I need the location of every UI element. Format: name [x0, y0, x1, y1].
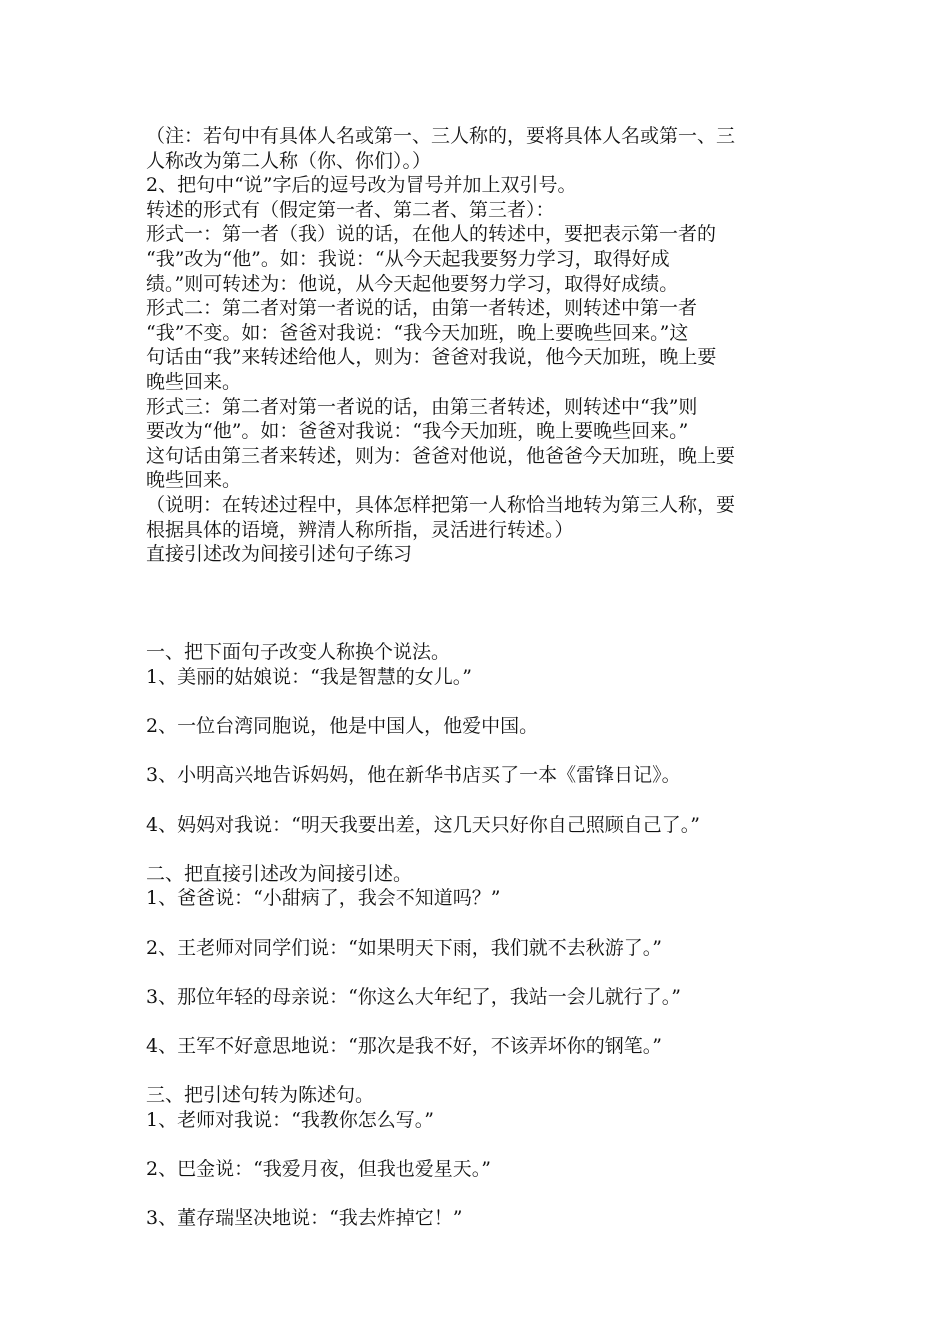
form1-line: 绩。”则可转述为：他说，从今天起他要努力学习，取得好成绩。: [146, 272, 679, 295]
exercise-item: 4、王军不好意思地说：“那次是我不好，不该弄坏你的钢笔。”: [146, 1034, 663, 1057]
form2-line: “我”不变。如：爸爸对我说：“我今天加班，晚上要晚些回来。”这: [146, 321, 689, 344]
practice-title: 直接引述改为间接引述句子练习: [146, 543, 413, 566]
rule-2: 2、把句中“说”字后的逗号改为冒号并加上双引号。: [146, 174, 577, 197]
section-heading: 二、把直接引述改为间接引述。: [146, 862, 413, 885]
exercise-item: 1、老师对我说：“我教你怎么写。”: [146, 1108, 435, 1131]
form2-line: 句话由“我”来转述给他人，则为：爸爸对我说，他今天加班，晚上要: [146, 346, 717, 369]
answer-space: [146, 837, 810, 862]
form3-line: 要改为“他”。如：爸爸对我说：“我今天加班，晚上要晚些回来。”: [146, 420, 689, 443]
exercise-item: 3、那位年轻的母亲说：“你这么大年纪了，我站一会儿就行了。”: [146, 985, 682, 1008]
blank-line: [146, 591, 810, 616]
form1-line: 形式一：第一者（我）说的话，在他人的转述中，要把表示第一者的: [146, 223, 717, 246]
answer-space: [146, 690, 810, 715]
form3-line: 这句话由第三者来转述，则为：爸爸对他说，他爸爸今天加班，晚上要: [146, 444, 736, 467]
answer-space: [146, 1059, 810, 1084]
exercise-item: 3、小明高兴地告诉妈妈，他在新华书店买了一本《雷锋日记》。: [146, 764, 681, 787]
form3-line: 形式三：第二者对第一者说的话，由第三者转述，则转述中“我”则: [146, 395, 698, 418]
exercise-item: 2、巴金说：“我爱月夜，但我也爱星天。”: [146, 1157, 492, 1180]
exercise-item: 1、爸爸说：“小甜病了，我会不知道吗？”: [146, 887, 501, 910]
answer-space: [146, 960, 810, 985]
form3-line: 晚些回来。: [146, 469, 242, 492]
note-line: 人称改为第二人称（你、你们）。）: [146, 149, 432, 172]
answer-space: [146, 911, 810, 936]
exercise-item: 2、王老师对同学们说：“如果明天下雨，我们就不去秋游了。”: [146, 936, 663, 959]
document-page: [146, 124, 810, 1231]
form1-line: “我”改为“他”。如：我说：“从今天起我要努力学习，取得好成: [146, 247, 670, 270]
exercise-item: 2、一位台湾同胞说，他是中国人，他爱中国。: [146, 715, 539, 738]
answer-space: [146, 788, 810, 813]
answer-space: [146, 1009, 810, 1034]
exercise-item: 4、妈妈对我说：“明天我要出差，这几天只好你自己照顾自己了。”: [146, 813, 701, 836]
blank-line: [146, 616, 810, 641]
blank-line: [146, 567, 810, 592]
answer-space: [146, 1132, 810, 1157]
answer-space: [146, 1182, 810, 1207]
form2-line: 形式二：第二者对第一者说的话，由第一者转述，则转述中第一者: [146, 297, 698, 320]
section-heading: 三、把引述句转为陈述句。: [146, 1084, 375, 1107]
exercise-item: 1、美丽的姑娘说：“我是智慧的女儿。”: [146, 666, 473, 689]
explain-line: （说明：在转述过程中，具体怎样把第一人称恰当地转为第三人称，要: [146, 493, 736, 516]
forms-heading: 转述的形式有（假定第一者、第二者、第三者）：: [146, 198, 555, 221]
note-line: （注：若句中有具体人名或第一、三人称的，要将具体人名或第一、三: [146, 125, 736, 147]
exercise-item: 3、董存瑞坚决地说：“我去炸掉它！”: [146, 1207, 463, 1230]
form2-line: 晚些回来。: [146, 370, 242, 393]
answer-space: [146, 739, 810, 764]
section-heading: 一、把下面句子改变人称换个说法。: [146, 641, 451, 664]
explain-line: 根据具体的语境，辨清人称所指，灵活进行转述。）: [146, 518, 574, 541]
